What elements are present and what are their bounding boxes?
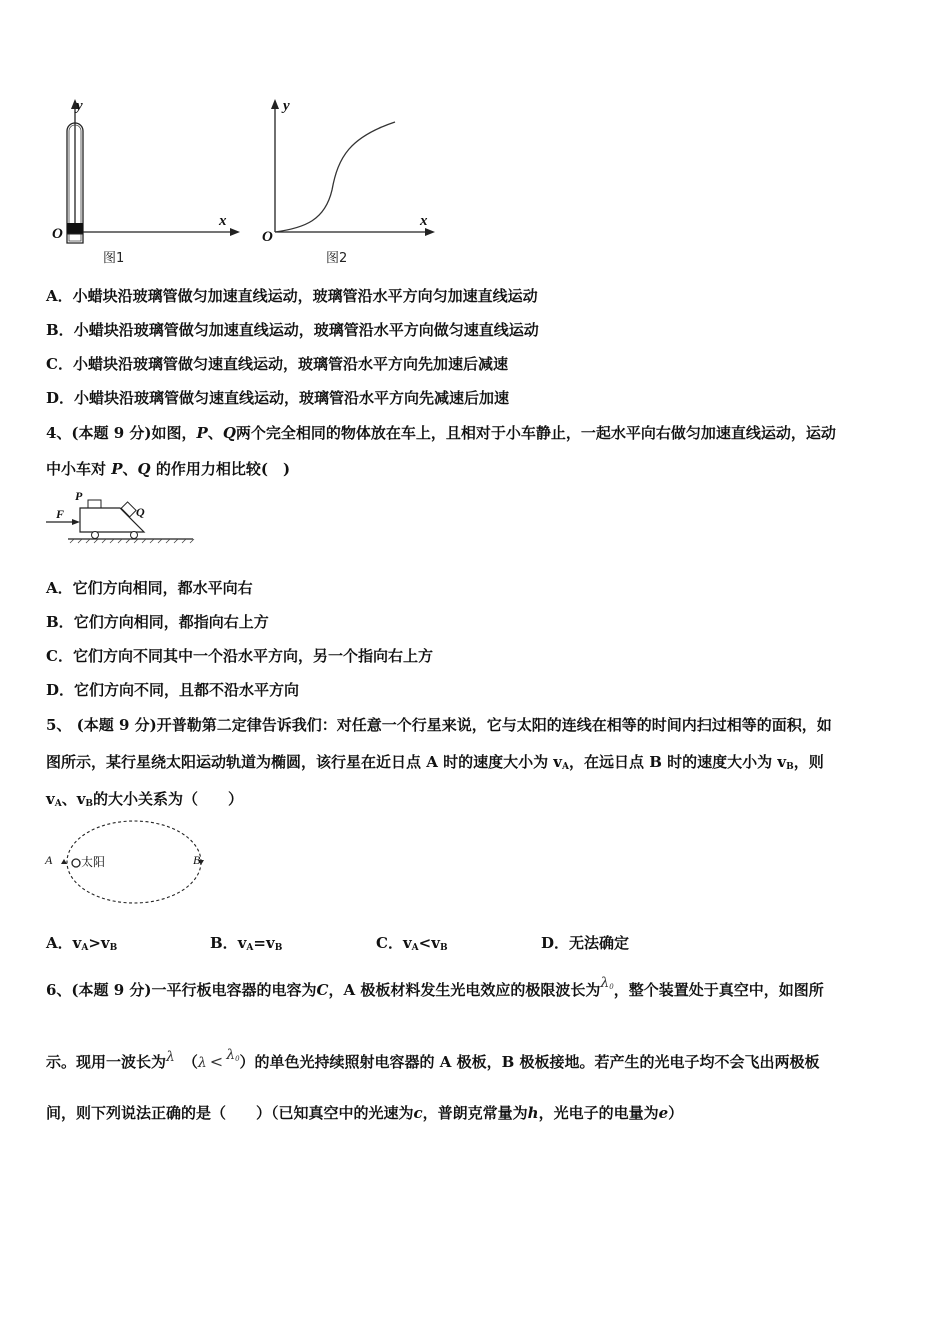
cart-label-p: P [75, 489, 83, 503]
fig2-y-label: y [283, 98, 290, 114]
figure-1-glass-tube [40, 95, 240, 245]
q4-option-d: D．它们方向不同，且都不沿水平方向 [46, 681, 300, 699]
figure-cart [44, 488, 204, 548]
q3-option-d: D．小蜡块沿玻璃管做匀速直线运动，玻璃管沿水平方向先减速后加速 [46, 389, 510, 407]
q5-option-c: C．$v_A<v_B$ [376, 934, 448, 953]
fig2-origin-label: O [262, 229, 273, 245]
q6-stem-line2: 示。现用一波长为λ $(\lambda < \lambda_0)$的单色光持续照射电容器的 A 极板，B 极板接地。若产生的光电子均不会飞出两极板 [46, 1047, 820, 1071]
q3-option-c: C．小蜡块沿玻璃管做匀速直线运动，玻璃管沿水平方向先加速后减速 [46, 355, 508, 373]
q3-option-a: A．小蜡块沿玻璃管做匀加速直线运动，玻璃管沿水平方向匀加速直线运动 [46, 287, 538, 305]
q6-stem-line1: 6、(本题 9 分)一平行板电容器的电容为C，A 极板材料发生光电效应的极限波长为$\lambda_0$，整个装置处于真空中，如图所 [46, 975, 824, 999]
q6-stem-line3: 间，则下列说法正确的是（ ）（已知真空中的光速为c，普朗克常量为h，光电子的电量为e） [46, 1104, 684, 1122]
q5-option-d: D．无法确定 [541, 934, 630, 952]
fig2-x-label: x [420, 213, 428, 229]
figure-orbit [44, 818, 214, 913]
q5-option-a: A．$v_A>v_B$ [46, 934, 118, 953]
q4-option-a: A．它们方向相同，都水平向右 [46, 579, 253, 597]
q5-option-b: B．$v_A=v_B$ [210, 934, 283, 953]
q4-stem-line1: 4、(本题 9 分)如图，P、Q两个完全相同的物体放在车上，且相对于小车静止，一起水平向右做匀加速直线运动，运动 [46, 424, 836, 442]
q4-option-c: C．它们方向不同其中一个沿水平方向，另一个指向右上方 [46, 647, 433, 665]
orbit-label-sun: 太阳 [81, 855, 106, 869]
orbit-label-a: A [45, 853, 53, 867]
q4-option-b: B．它们方向相同，都指向右上方 [46, 613, 269, 631]
q4-stem-line2: 中小车对 P、Q 的作用力相比较( ) [46, 460, 291, 478]
fig2-caption: 图2 [326, 251, 348, 266]
orbit-label-b: B [193, 853, 201, 867]
fig1-y-label: y [76, 98, 83, 114]
q5-stem-line2: 图所示，某行星绕太阳运动轨道为椭圆，该行星在近日点 A 时的速度大小为 $v_A$，在远日点 B 时的速度大小为 $v_B$，则 [46, 753, 824, 772]
q5-stem-line3: $v_A$、$v_B$的大小关系为（ ） [46, 790, 244, 809]
figure-2-curve [260, 95, 440, 245]
fig1-caption: 图1 [103, 251, 125, 266]
fig1-origin-label: O [52, 226, 63, 242]
cart-label-f: F [56, 507, 65, 521]
cart-label-q: Q [136, 505, 145, 519]
q3-option-b: B．小蜡块沿玻璃管做匀加速直线运动，玻璃管沿水平方向做匀速直线运动 [46, 321, 539, 339]
q5-stem-line1: 5、 (本题 9 分)开普勒第二定律告诉我们：对任意一个行星来说，它与太阳的连线在相等的时间内扫过相等的面积，如 [46, 716, 832, 734]
fig1-x-label: x [219, 213, 227, 229]
